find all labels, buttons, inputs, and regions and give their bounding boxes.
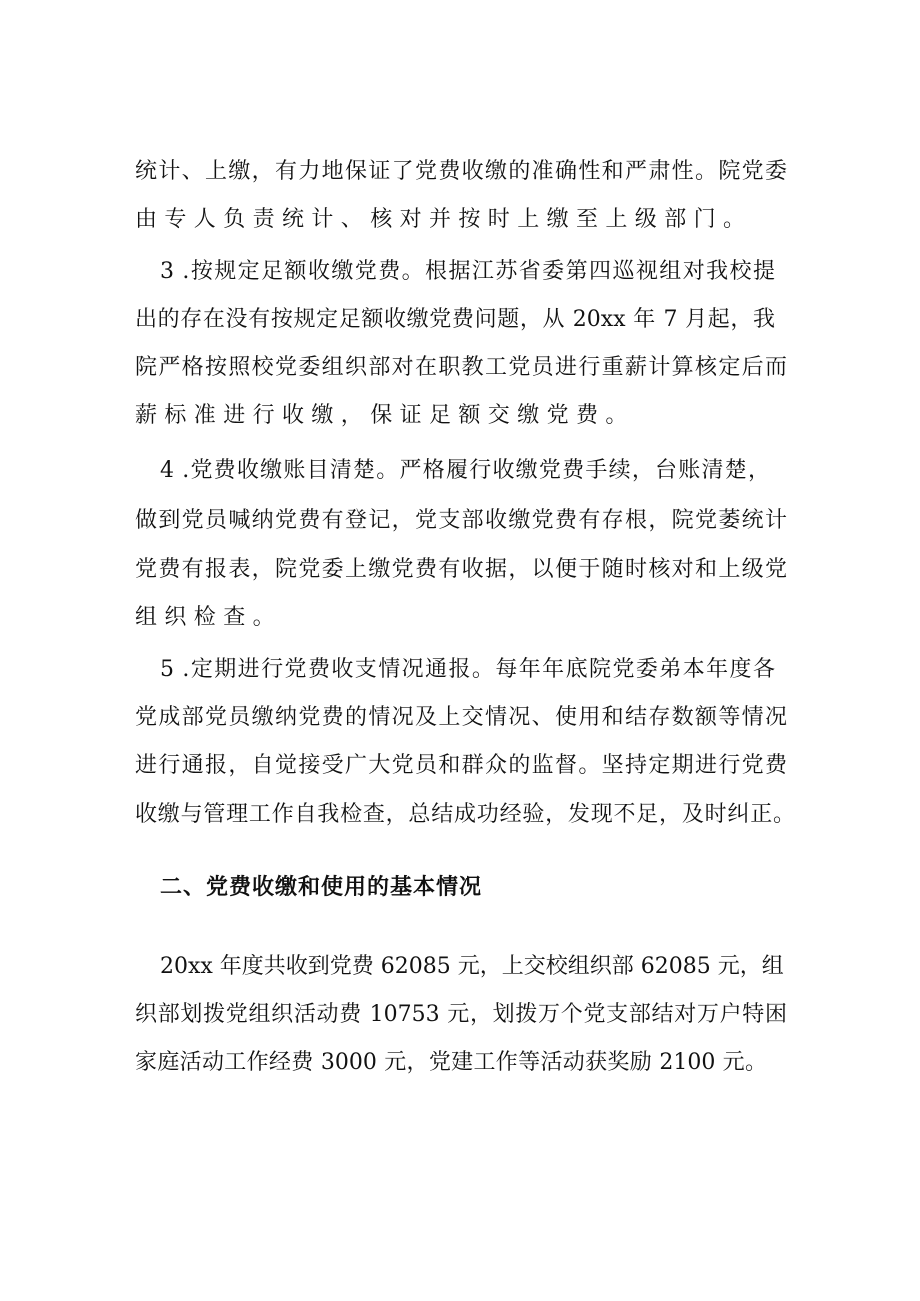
text-line: 统计、上缴，有力地保证了党费收缴的准确性和严肃性。院党委 bbox=[135, 159, 787, 184]
text-line: 做到党员喊纳党费有登记，党支部收缴党费有存根，院党萎统计 bbox=[135, 508, 787, 533]
text-line: 5 .定期进行党费收支情况通报。每年年底院党委弟本年度各 bbox=[160, 657, 775, 682]
text-line: 4 .党费收缴账目清楚。严格履行收缴党费手续，台账清楚， bbox=[160, 458, 770, 483]
section-heading: 二、党费收缴和使用的基本情况 bbox=[160, 875, 483, 900]
text-line: 出的存在没有按规定足额收缴党费问题，从 20xx 年 7 月起，我 bbox=[135, 307, 775, 332]
text-line: 织部划拨党组织活动费 10753 元，划拨万个党支部结对万户特困 bbox=[135, 1002, 787, 1027]
text-line: 由专人负责统计、核对并按时上缴至上级部门。 bbox=[135, 207, 753, 232]
text-line: 党成部党员缴纳党费的情况及上交情况、使用和结存数额等情况 bbox=[135, 705, 787, 730]
text-line: 3 .按规定足额收缴党费。根据江苏省委第四巡视组对我校提 bbox=[160, 259, 775, 284]
text-line: 20xx 年度共收到党费 62085 元，上交校组织部 62085 元，组 bbox=[160, 954, 784, 979]
text-line: 收缴与管理工作自我检查，总结成功经验，发现不足，及时纠正。 bbox=[135, 802, 795, 827]
text-line: 薪标准进行收缴，保证足额交缴党费。 bbox=[135, 403, 635, 428]
text-line: 党费有报表，院党委上缴党费有收据，以便于随时核对和上级党 bbox=[135, 557, 787, 582]
text-line: 组织检查。 bbox=[135, 605, 283, 630]
text-line: 进行通报，自觉接受广大党员和群众的监督。坚持定期进行党费 bbox=[135, 753, 787, 778]
text-line: 家庭活动工作经费 3000 元，党建工作等活动获奖励 2100 元。 bbox=[135, 1050, 767, 1075]
text-line: 院严格按照校党委组织部对在职教工党员进行重薪计算核定后而 bbox=[135, 355, 787, 380]
